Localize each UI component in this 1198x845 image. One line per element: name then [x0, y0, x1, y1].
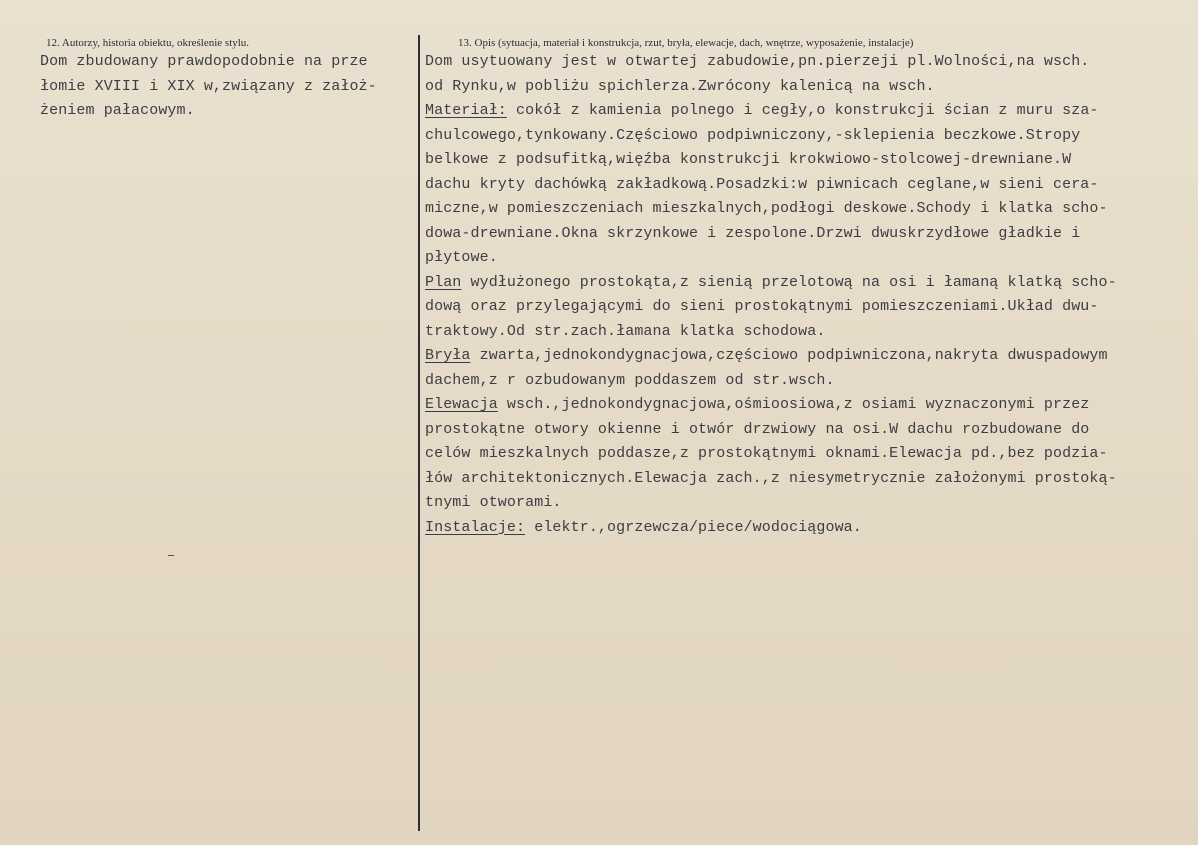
- line-body: chulcowego,tynkowany.Częściowo podpiwniczony,-sklepienia beczkowe.Stropy: [425, 126, 1081, 144]
- line-body: traktowy.Od str.zach.łamana klatka schodowa.: [425, 322, 826, 340]
- text-line: [425, 516, 1117, 541]
- text-line: [425, 148, 1117, 173]
- line-body: prostokątne otwory okienne i otwór drzwiowy na osi.W dachu rozbudowane do: [425, 420, 1090, 438]
- text-line: [425, 344, 1117, 369]
- column-header-description: 13. Opis (sytuacja, materiał i konstrukcja, rzut, bryła, elewacje, dach, wnętrze, wyposażenie, instalacje): [458, 37, 914, 49]
- line-body: od Rynku,w pobliżu spichlerza.Zwrócony kalenicą na wsch.: [425, 77, 935, 95]
- column-divider: [418, 35, 420, 831]
- text-line: [425, 197, 1117, 222]
- text-line: [425, 320, 1117, 345]
- text-line: [425, 246, 1117, 271]
- line-body: Dom usytuowany jest w otwartej zabudowie,pn.pierzeji pl.Wolności,na wsch.: [425, 53, 1090, 70]
- text-line: [425, 99, 1117, 124]
- line-body: cokół z kamienia polnego i cegły,o konstrukcji ścian z muru sza-: [506, 102, 1099, 119]
- text-line: [425, 393, 1117, 418]
- text-line: [425, 124, 1117, 149]
- line-body: wydłużonego prostokąta,z sienią przelotową na osi i łamaną klatką scho-: [461, 273, 1117, 291]
- section-label-elewacja: Elewacja: [425, 396, 498, 413]
- line-body: wsch.,jednokondygnacjowa,ośmioosiowa,z osiami wyznaczonymi przez: [497, 396, 1090, 413]
- line-body: elektr.,ogrzewcza/piece/wodociągowa.: [525, 518, 862, 536]
- text-line: łomie XVIII i XIX w,związany z założ-: [40, 77, 377, 95]
- line-body: dachu kryty dachówką zakładkową.Posadzki:w piwnicach ceglane,w sieni cera-: [425, 175, 1099, 193]
- text-line: Dom zbudowany prawdopodobnie na prze: [40, 53, 368, 70]
- pencil-mark: [168, 555, 174, 556]
- text-line: [425, 418, 1117, 443]
- description-text: [425, 50, 1117, 540]
- line-body: dowa-drewniane.Okna skrzynkowe i zespolone.Drzwi dwuskrzydłowe gładkie i: [425, 224, 1081, 242]
- history-text: [40, 50, 377, 124]
- line-body: dową oraz przylegającymi do sieni prostokątnymi pomieszczeniami.Układ dwu-: [425, 298, 1099, 315]
- text-line: [425, 50, 1117, 75]
- text-line: [425, 491, 1117, 516]
- text-line: [425, 173, 1117, 198]
- column-header-authors-history: 12. Autorzy, historia obiektu, określenie stylu.: [46, 37, 250, 49]
- line-body: tnymi otworami.: [425, 494, 562, 511]
- section-label-plan: Plan: [425, 273, 462, 291]
- line-body: dachem,z r ozbudowanym poddaszem od str.wsch.: [425, 371, 835, 389]
- text-line: [425, 295, 1117, 320]
- section-label-material: Materiał:: [425, 102, 507, 119]
- section-label-instalacje: Instalacje:: [425, 518, 526, 536]
- text-line: [425, 442, 1117, 467]
- text-line: [425, 75, 1117, 100]
- text-line: [425, 467, 1117, 492]
- text-line: [425, 271, 1117, 296]
- line-body: płytowe.: [425, 249, 498, 266]
- line-body: belkowe z podsufitką,więźba konstrukcji krokwiowo-stolcowej-drewniane.W: [425, 151, 1072, 168]
- text-line: żeniem pałacowym.: [40, 102, 195, 119]
- section-label-bryla: Bryła: [425, 347, 471, 364]
- line-body: łów architektonicznych.Elewacja zach.,z niesymetrycznie założonymi prostoką-: [425, 469, 1117, 487]
- line-body: celów mieszkalnych poddasze,z prostokątnymi oknami.Elewacja pd.,bez podzia-: [425, 445, 1108, 462]
- text-line: [425, 369, 1117, 394]
- line-body: zwarta,jednokondygnacjowa,częściowo podpiwniczona,nakryta dwuspadowym: [470, 347, 1108, 364]
- text-line: [425, 222, 1117, 247]
- line-body: miczne,w pomieszczeniach mieszkalnych,podłogi deskowe.Schody i klatka scho-: [425, 200, 1108, 217]
